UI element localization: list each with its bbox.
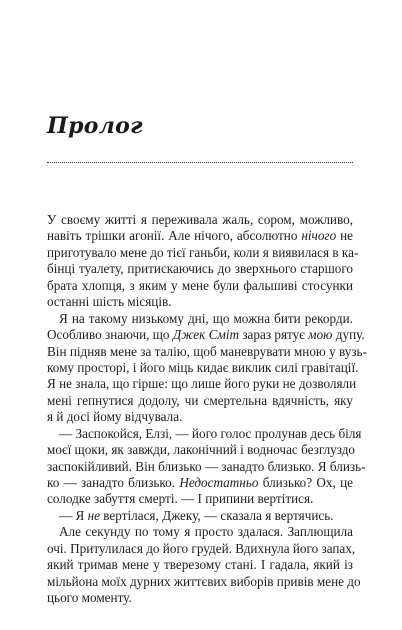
text-run: близько? Ох, це	[258, 475, 353, 490]
text-line	[47, 524, 353, 540]
text-run: — Заспокойся, Елзі, — його голос пролунав десь біля	[59, 425, 362, 441]
text-line	[47, 376, 357, 392]
text-run: Я на такому низькому дні, що можна бити рекорди.	[59, 310, 353, 326]
text-run: очі. Притулилася до його грудей. Вдихнула його запах,	[47, 540, 356, 556]
italic-text: Джек Сміт	[172, 327, 240, 343]
text-line	[47, 311, 353, 327]
text-run: солодке забуття смерті. — І припини вертітися.	[47, 491, 314, 507]
text-run: кому просторі, і його міць кидає виклик силі гравітації.	[47, 359, 359, 375]
text-line	[47, 409, 353, 425]
text-line	[47, 590, 353, 606]
text-line	[47, 425, 362, 442]
text-run: дупу.	[332, 327, 365, 343]
text-run: який тримав мене у тверезому стані. І гадала, який із	[47, 557, 353, 573]
italic-text: нічого	[301, 228, 337, 244]
text-run: У своєму житті я переживала жаль, сором, можливо,	[47, 212, 353, 227]
text-run: — Я	[59, 507, 88, 523]
text-run: Я не знала, що гірше: що лише його руки не дозволяли	[47, 376, 357, 392]
text-line	[47, 475, 353, 491]
text-run: бінці туалету, притискаючись до зверхнього старшого	[47, 261, 353, 277]
text-run: заспокійливий. Він близько — занадто близько. Я близь-	[47, 458, 366, 474]
text-run: цього моменту.	[47, 590, 132, 606]
italic-text: не	[87, 507, 100, 523]
text-run: вертілася, Джеку, — сказала я вертячись.	[99, 507, 334, 523]
text-line	[47, 359, 359, 376]
text-run: Особливо знаючи, що	[47, 327, 173, 343]
text-run: останні шість місяців.	[47, 294, 172, 310]
text-run: Але секунду по тому я просто здалася. Заплющила	[59, 524, 353, 540]
text-line	[47, 442, 356, 458]
dotted-divider	[47, 162, 353, 163]
text-run: зараз рятує	[239, 327, 309, 343]
chapter-title: Пролог	[47, 113, 143, 139]
text-line	[47, 278, 353, 294]
text-run: Він підняв мене за талію, щоб маневрувати мною у вузь-	[47, 343, 367, 359]
text-run: навіть трішки агонії. Але нічого, абсолютно	[47, 228, 302, 244]
text-line	[47, 343, 367, 360]
italic-text: мою	[308, 327, 333, 343]
text-run: брата хлопця, з яким у мене були фальшиві стосунки	[47, 277, 353, 293]
text-line	[47, 327, 365, 343]
text-run: мільйона моїх дурних життєвих виборів привів мене до	[47, 573, 361, 589]
text-run: ко — занадто близько.	[47, 475, 180, 490]
text-run: приготувало мене до тієї ганьби, коли я виявилася в ка-	[47, 244, 359, 260]
text-line	[47, 244, 359, 261]
text-line	[47, 557, 353, 573]
text-line	[47, 393, 353, 409]
text-run: я й досі йому відчувала.	[47, 409, 183, 425]
text-line	[47, 261, 353, 277]
text-run: моєї щоки, як завжди, лаконічний і водночас безглуздо	[47, 442, 356, 458]
text-line	[47, 294, 353, 310]
text-line	[47, 540, 356, 557]
prologue-text	[47, 212, 367, 607]
italic-text: Недостатньо	[179, 475, 259, 490]
text-line	[47, 508, 353, 524]
text-line	[47, 573, 361, 590]
text-line	[47, 212, 353, 228]
text-line	[47, 228, 353, 244]
text-run: мені гепнутися додолу, чи смертельна вдячність, яку	[47, 392, 353, 408]
text-run: не	[336, 228, 353, 244]
text-line	[47, 491, 353, 507]
text-line	[47, 458, 366, 475]
